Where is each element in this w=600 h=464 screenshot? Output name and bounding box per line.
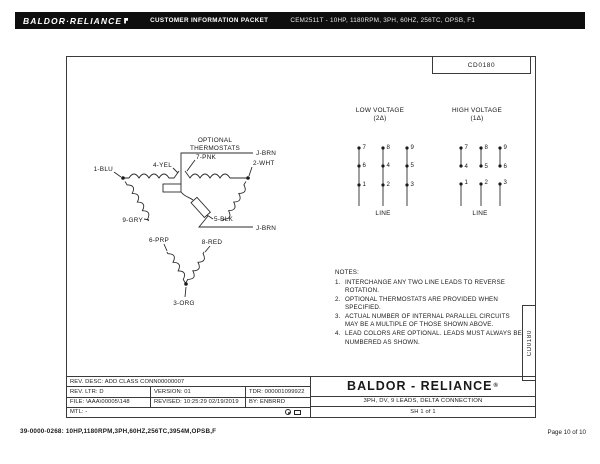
high-voltage-title: HIGH VOLTAGE (452, 107, 502, 114)
thermostat-caption-line1: OPTIONAL (197, 137, 233, 144)
svg-text:8: 8 (386, 144, 391, 151)
drawing-code: CD0180 (467, 61, 496, 69)
thermostat-caption-line2: THERMOSTATS (189, 145, 241, 152)
title-block-revision-table (67, 377, 311, 417)
rev-desc-field: REV. DESC: ADD CLASS CONN00000007 (70, 378, 185, 385)
svg-text:9: 9 (503, 144, 508, 151)
side-drawing-code-strip (522, 305, 536, 381)
winding-top-side (123, 171, 248, 178)
tdr-field: TDR: 000001099922 (249, 388, 305, 395)
lead-label-9-gry: 9-GRY (122, 217, 143, 224)
low-voltage-title: LOW VOLTAGE (355, 107, 405, 114)
svg-text:6: 6 (362, 162, 367, 169)
title-block (67, 376, 535, 417)
svg-text:3: 3 (503, 179, 508, 186)
file-field: FILE: \AAA\00005\148 (67, 398, 151, 407)
drawing-code-box (432, 57, 531, 74)
low-voltage-subtitle: (2Δ) (373, 115, 387, 122)
lead-label-7-pnk: 7-PNK (196, 154, 217, 161)
svg-text:3: 3 (410, 181, 415, 188)
junction-dot-1 (121, 176, 125, 180)
junction-dot-2 (246, 176, 250, 180)
svg-text:1: 1 (464, 179, 469, 186)
svg-text:9: 9 (410, 144, 415, 151)
projection-rectangle-icon (294, 410, 301, 415)
footer-part-spec: 39-0000-0268: 10HP,1180RPM,3PH,60HZ,256TC,3954M,OPSB,F (20, 428, 217, 435)
thermostat-1 (163, 184, 181, 192)
lead-label-jbrn-bottom: J-BRN (256, 225, 277, 232)
thermostat-top-lead-wire (181, 153, 253, 184)
high-voltage-pair-1 (459, 144, 468, 206)
lead-label-2-wht: 2-WHT (253, 160, 275, 167)
thermostat-mid-wire (181, 192, 193, 200)
header-bar (15, 12, 585, 29)
rev-ltr-field: REV. LTR: D (67, 387, 151, 396)
lead-label-4-yel: 4-YEL (152, 162, 172, 169)
sheet-number: SH 1 of 1 (410, 409, 436, 416)
registered-mark: ® (493, 383, 499, 390)
projection-circle-icon (285, 409, 291, 415)
footer-page-number: Page 10 of 10 (547, 429, 586, 436)
brand-logo-mark-icon (124, 18, 128, 24)
brand-logo: BALDOR·RELIANCE (23, 15, 123, 26)
connection-description: 3PH, DV, 9 LEADS, DELTA CONNECTION (311, 397, 535, 408)
svg-text:7: 7 (362, 144, 367, 151)
low-voltage-line-label: LINE (375, 210, 391, 217)
motor-model-line: CEM2511T - 10HP, 1180RPM, 3PH, 60HZ, 256TC, OPSB, F1 (290, 17, 476, 24)
title-block-brand: BALDOR - RELIANCE ® (311, 377, 535, 397)
winding-left-side (125, 179, 189, 283)
packet-title: CUSTOMER INFORMATION PACKET (150, 17, 269, 24)
high-voltage-pair-2 (479, 144, 488, 206)
high-voltage-subtitle: (1Δ) (470, 115, 484, 122)
svg-text:1: 1 (362, 181, 367, 188)
low-voltage-column-3 (405, 144, 414, 206)
svg-text:5: 5 (410, 162, 415, 169)
low-voltage-column-1 (357, 144, 366, 206)
svg-text:8: 8 (484, 144, 489, 151)
svg-text:2: 2 (484, 179, 489, 186)
lead-label-8-red: 8-RED (201, 239, 223, 246)
notes-section (335, 269, 547, 347)
svg-text:4: 4 (464, 163, 469, 170)
note-item-1: 1. INTERCHANGE ANY TWO LINE LEADS TO REVERSE ROTATION. (335, 279, 506, 295)
revised-field: REVISED: 10:25:29 02/19/2019 (151, 398, 246, 407)
lead-leaders (114, 160, 252, 297)
note-item-4: 4. LEAD COLORS ARE OPTIONAL. LEADS MUST ALWAYS BE NUMBERED AS SHOWN. (335, 330, 522, 346)
lead-label-3-org: 3-ORG (173, 300, 195, 307)
version-field: VERSION: 01 (151, 387, 246, 396)
svg-text:7: 7 (464, 144, 469, 151)
high-voltage-pair-3 (498, 144, 507, 206)
lead-label-5-blk: 5-BLK (214, 216, 234, 223)
mtl-field: MTL: - (70, 409, 88, 416)
title-block-brand-area (311, 377, 535, 417)
voltage-connection-diagrams (339, 99, 529, 224)
drawing-frame (66, 56, 536, 418)
by-field: BY: ENBRRD (249, 399, 286, 406)
low-voltage-column-2 (381, 144, 390, 206)
thermostat-2 (191, 197, 210, 217)
high-voltage-line-label: LINE (472, 210, 488, 217)
svg-text:2: 2 (386, 181, 391, 188)
svg-text:6: 6 (503, 163, 508, 170)
lead-label-6-prp: 6-PRP (148, 237, 170, 244)
svg-text:5: 5 (484, 163, 489, 170)
svg-text:4: 4 (386, 162, 391, 169)
projection-symbols (285, 409, 301, 415)
delta-connection-diagram (77, 127, 329, 323)
winding-right-side (186, 181, 250, 285)
lead-label-1-blu: 1-BLU (93, 166, 113, 173)
notes-heading: NOTES: (335, 269, 359, 276)
junction-dot-3 (184, 282, 188, 286)
note-item-3: 3. ACTUAL NUMBER OF INTERNAL PARALLEL CIRCUITS MAY BE A MULTIPLE OF THOSE SHOWN ABOVE. (335, 313, 510, 329)
note-item-2: 2. OPTIONAL THERMOSTATS ARE PROVIDED WHEN SPECIFIED. (335, 296, 498, 312)
side-drawing-code: CD0180 (526, 329, 533, 357)
lead-label-jbrn-top: J-BRN (256, 150, 277, 157)
